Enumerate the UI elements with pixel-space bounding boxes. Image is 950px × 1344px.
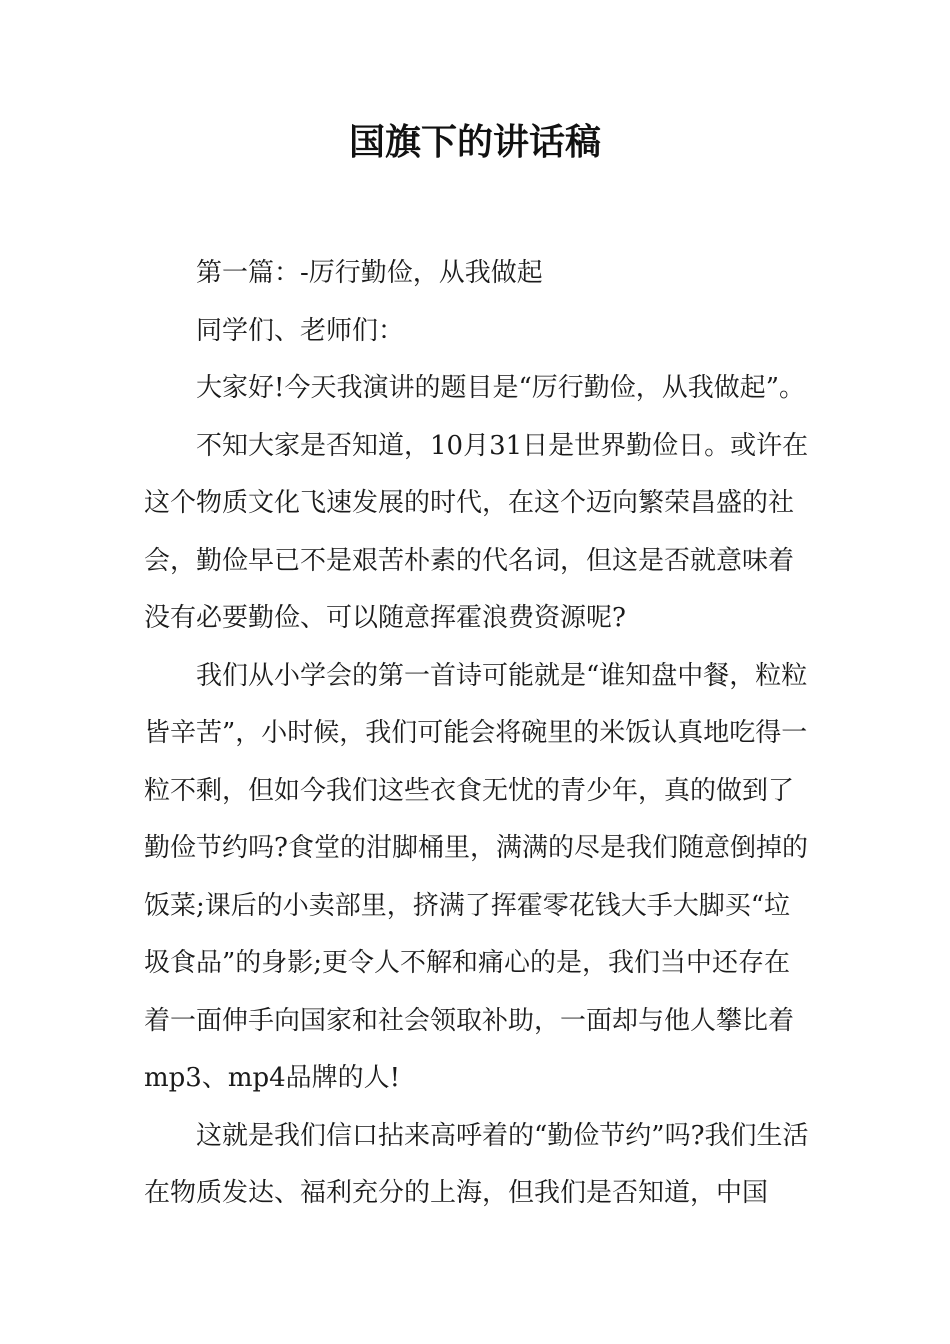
body-paragraph: 我们从小学会的第一首诗可能就是“谁知盘中餐，粒粒皆辛苦”，小时候，我们可能会将碗里的米饭认真地吃得一粒不剩，但如今我们这些衣食无忧的青少年，真的做到了勤俭节约吗?食堂的泔脚桶里，满满的尽是我们随意倒掉的饭菜;课后的小卖部里，挤满了挥霍零花钱大手大脚买“垃圾食品”的身影;更令人不解和痛心的是，我们当中还存在着一面伸手向国家和社会领取补助，一面却与他人攀比着mp3、mp4品牌的人! [144,660,808,1093]
body-paragraph: 这就是我们信口拈来高呼着的“勤俭节约”吗?我们生活在物质发达、福利充分的上海，但我们是否知道，中国 [144,1120,809,1208]
body-paragraph: 不知大家是否知道，10月31日是世界勤俭日。或许在这个物质文化飞速发展的时代，在这个迈向繁荣昌盛的社会，勤俭早已不是艰苦朴素的代名词，但这是否就意味着没有必要勤俭、可以随意挥霍浪费资源呢? [144,430,809,633]
document-title: 国旗下的讲话稿 [348,122,601,163]
salutation: 同学们、老师们： [196,315,405,346]
section-heading: 第一篇：-厉行勤俭，从我做起 [196,258,543,288]
body-paragraph: 大家好!今天我演讲的题目是“厉行勤俭，从我做起”。 [196,373,806,403]
document-body [144,245,809,1223]
